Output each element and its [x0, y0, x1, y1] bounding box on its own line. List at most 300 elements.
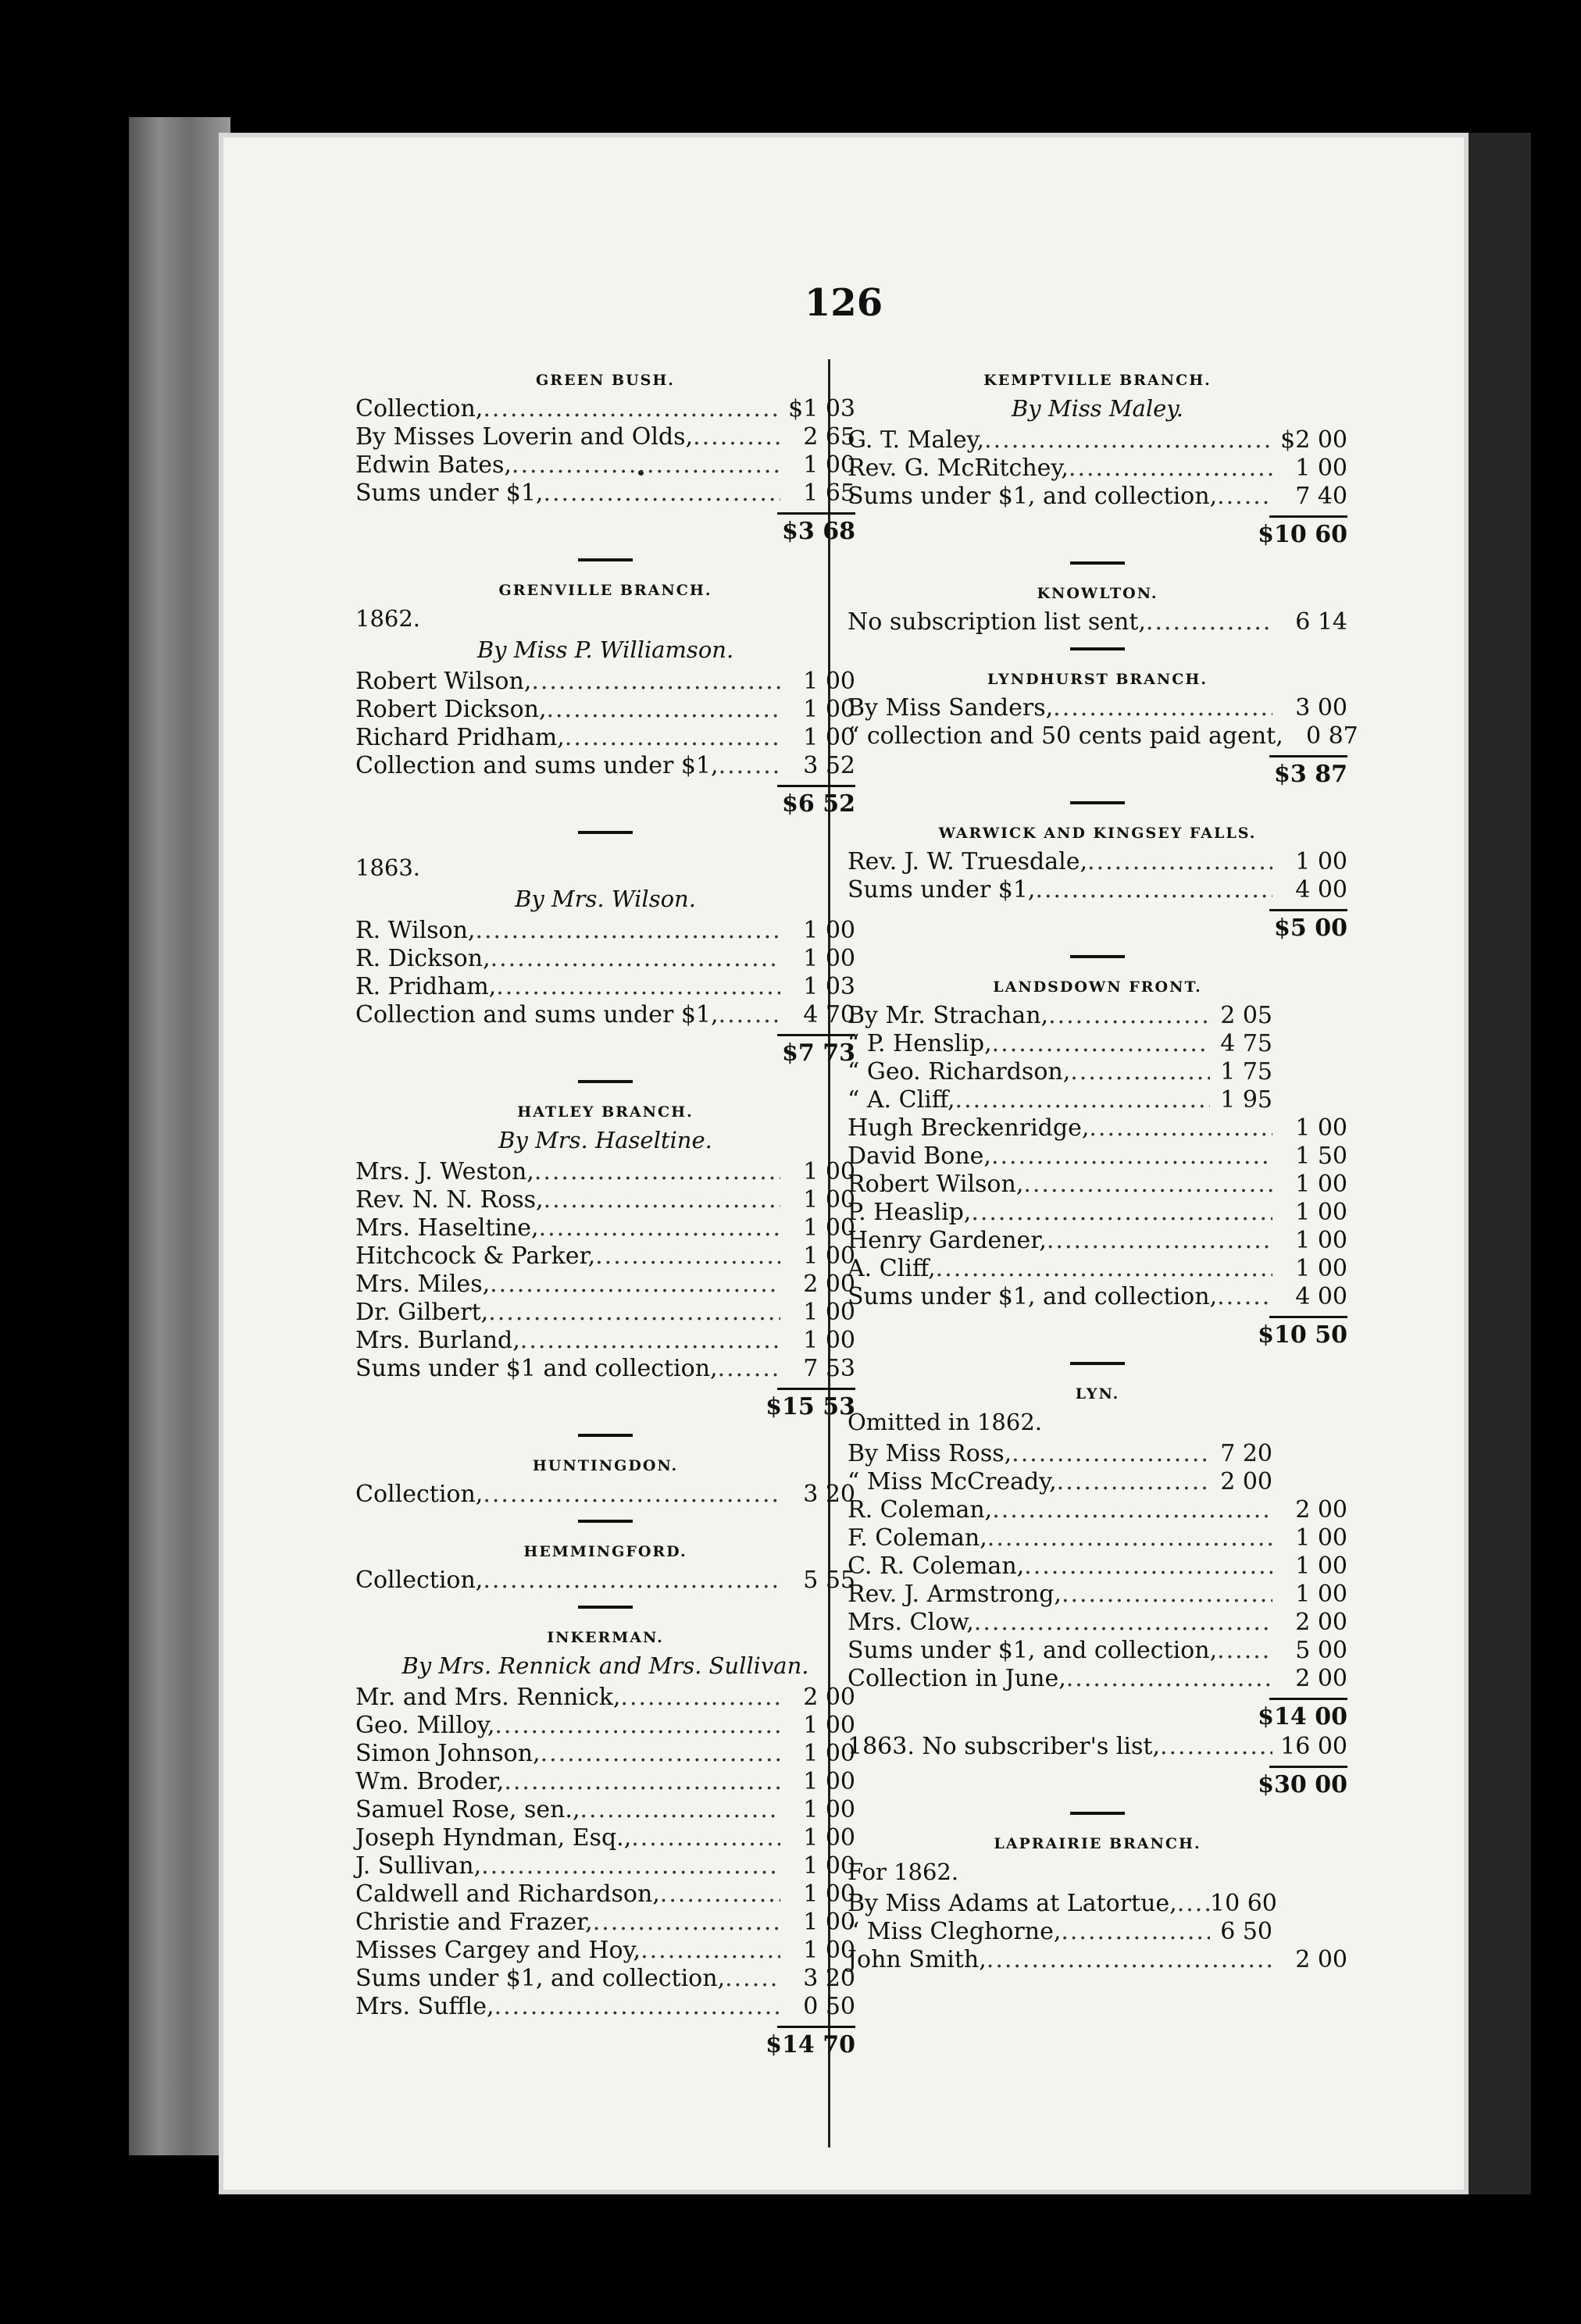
ledger-row	[848, 1227, 1347, 1255]
entry-name: Joseph Hyndman, Esq.,	[355, 1824, 632, 1852]
ledger-row	[848, 876, 1347, 904]
leader-dots	[987, 1946, 1272, 1974]
leader-dots	[660, 1880, 780, 1909]
entry-name: Robert Wilson,	[355, 668, 532, 695]
entry-amount: 2 00	[1220, 1468, 1272, 1495]
entry-amount: 1 95	[1220, 1086, 1272, 1114]
ledger-row	[848, 1002, 1347, 1030]
ledger-row	[848, 608, 1347, 636]
ledger-row	[355, 1001, 855, 1029]
ledger-row	[355, 668, 855, 696]
entry-amount: 5 55	[803, 1567, 855, 1594]
total-rule	[1269, 515, 1347, 518]
section	[355, 1629, 855, 2061]
leader-dots	[504, 1768, 780, 1796]
leader-dots	[1048, 1002, 1210, 1030]
entry-name: Hitchcock & Parker,	[355, 1242, 596, 1270]
entry-amount: 1 75	[1220, 1058, 1272, 1085]
entry-name: A. Cliff,	[848, 1255, 936, 1282]
leader-dots	[1066, 1665, 1272, 1693]
leader-dots	[1089, 1114, 1272, 1142]
leader-dots	[992, 1030, 1210, 1058]
leader-dots	[641, 1937, 780, 1965]
leader-dots	[693, 423, 780, 451]
section-heading: WARWICK AND KINGSEY FALLS.	[938, 825, 1257, 842]
leader-dots	[512, 451, 780, 479]
leader-dots	[543, 479, 780, 508]
leader-dots	[974, 1609, 1272, 1637]
total-rule	[777, 2026, 855, 2028]
leader-dots	[1053, 694, 1272, 722]
entry-name: Mrs. Miles,	[355, 1271, 491, 1298]
entry-amount: 1 00	[803, 1852, 855, 1880]
section-heading: LYN.	[1075, 1385, 1120, 1403]
entry-name: David Bone,	[848, 1142, 991, 1170]
ledger-row	[355, 1299, 855, 1327]
entry-amount: 2 00	[1295, 1946, 1347, 1973]
entry-name: Rev. J. Armstrong,	[848, 1581, 1062, 1608]
entry-amount: 4 00	[1295, 876, 1347, 904]
ledger-row	[355, 917, 855, 945]
entry-amount: 1 00	[803, 1299, 855, 1326]
entry-amount: 1 00	[1295, 1524, 1347, 1552]
section-total: $10 50	[1258, 1321, 1347, 1349]
section-separator	[1070, 1362, 1125, 1365]
entry-name: G. T. Maley,	[848, 426, 985, 454]
section-year: 1862.	[355, 605, 421, 632]
entry-amount: 7 53	[803, 1355, 855, 1382]
leader-dots	[534, 1158, 780, 1186]
leader-dots	[494, 1712, 780, 1740]
ledger-row	[848, 1440, 1347, 1468]
section-heading: HEMMINGFORD.	[523, 1543, 687, 1560]
entry-name: Geo. Milloy,	[355, 1712, 495, 1739]
entry-amount: 1 00	[803, 1214, 855, 1242]
entry-name: Collection in June,	[848, 1665, 1066, 1692]
entry-name: “ Miss Cleghorne,	[848, 1918, 1062, 1945]
total-rule	[777, 1034, 855, 1036]
entry-name: R. Wilson,	[355, 917, 476, 944]
leader-dots	[1069, 454, 1272, 483]
entry-name: Collection,	[355, 1567, 484, 1594]
leader-dots	[1070, 1058, 1210, 1086]
entry-name: John Smith,	[848, 1946, 987, 1973]
ledger-row	[848, 426, 1347, 454]
entry-amount: 2 65	[803, 423, 855, 451]
ledger-row	[848, 1030, 1347, 1058]
ledger-row	[848, 1665, 1347, 1693]
ledger-row	[848, 722, 1358, 750]
leader-dots	[1087, 848, 1272, 876]
collector-name: By Miss Maley.	[1011, 395, 1184, 422]
ledger-row	[848, 1552, 1347, 1581]
section-heading: LAPRAIRIE BRANCH.	[994, 1835, 1201, 1852]
entry-name: Mrs. Suffle,	[355, 1993, 494, 2020]
leader-dots	[631, 1824, 780, 1852]
section-heading: LANDSDOWN FRONT.	[993, 978, 1202, 996]
entry-amount: 1 65	[803, 479, 855, 507]
section-separator	[578, 558, 633, 561]
leader-dots	[936, 1255, 1272, 1283]
total-rule	[777, 1388, 855, 1390]
entry-amount: 1 50	[1295, 1142, 1347, 1170]
ledger-row	[355, 1880, 855, 1909]
section-total: $7 73	[782, 1039, 855, 1067]
entry-name: J. Sullivan,	[355, 1852, 482, 1880]
section	[355, 1457, 855, 1523]
ledger-row	[848, 483, 1347, 511]
entry-name: Collection and sums under $1,	[355, 1001, 719, 1028]
ledger-row	[355, 1355, 855, 1383]
ledger-row	[355, 1965, 855, 1993]
entry-name: Collection and sums under $1,	[355, 752, 719, 779]
ledger-row	[355, 1481, 855, 1509]
leader-dots	[475, 917, 780, 945]
entry-name: R. Dickson,	[355, 945, 491, 972]
entry-name: C. R. Coleman,	[848, 1552, 1025, 1580]
collector-name: By Miss P. Williamson.	[476, 636, 734, 663]
leader-dots	[531, 668, 780, 696]
ledger-row	[848, 694, 1347, 722]
entry-amount: 1 00	[803, 668, 855, 695]
section	[848, 1385, 1347, 1815]
leader-dots	[719, 1001, 780, 1029]
entry-name: Dr. Gilbert,	[355, 1299, 489, 1326]
entry-amount: 6 14	[1295, 608, 1347, 636]
ledger-row	[355, 724, 855, 752]
section-separator	[1070, 1812, 1125, 1815]
entry-amount: 1 00	[803, 696, 855, 723]
section-year: For 1862.	[848, 1859, 959, 1885]
entry-amount: 7 20	[1220, 1440, 1272, 1467]
leader-dots	[1061, 1918, 1210, 1946]
leader-dots	[595, 1242, 780, 1271]
entry-amount: 1 00	[803, 1712, 855, 1739]
total-rule	[1269, 909, 1347, 911]
section	[848, 585, 1347, 651]
section-total: $3 68	[782, 518, 855, 545]
leader-dots	[483, 1481, 780, 1509]
section-separator	[578, 831, 633, 834]
entry-name: By Miss Ross,	[848, 1440, 1012, 1467]
section-heading: GREEN BUSH.	[536, 372, 675, 389]
leader-dots	[1062, 1581, 1272, 1609]
leader-dots	[491, 945, 780, 973]
entry-name: By Mr. Strachan,	[848, 1002, 1049, 1029]
entry-name: By Misses Loverin and Olds,	[355, 423, 694, 451]
section-heading: KEMPTVILLE BRANCH.	[983, 372, 1212, 389]
entry-amount: 1 00	[1295, 1114, 1347, 1142]
section	[355, 854, 855, 1083]
ledger-row	[355, 752, 855, 780]
section	[355, 1103, 855, 1437]
ledger-row	[848, 848, 1347, 876]
entry-amount: 1 00	[803, 917, 855, 944]
leader-dots	[992, 1496, 1272, 1524]
leader-dots	[520, 1327, 780, 1355]
section-total: $5 00	[1274, 914, 1347, 942]
leader-dots	[496, 973, 780, 1001]
ledger-row	[355, 479, 855, 508]
entry-amount: 1 00	[803, 1796, 855, 1823]
section-total: $14 00	[1258, 1703, 1347, 1731]
leader-dots	[490, 1271, 780, 1299]
entry-name: “ A. Cliff,	[848, 1086, 955, 1114]
leader-dots	[1057, 1468, 1210, 1496]
leader-dots	[539, 1214, 780, 1242]
section-separator	[1070, 647, 1125, 651]
entry-name: “ Miss McCready,	[848, 1468, 1057, 1495]
section-year: Omitted in 1862.	[848, 1409, 1042, 1435]
entry-name: Simon Johnson,	[355, 1740, 541, 1767]
section-total: $15 53	[766, 1393, 855, 1420]
leader-dots	[1146, 608, 1272, 636]
entry-amount: 1 00	[1295, 848, 1347, 875]
entry-amount: 3 52	[803, 752, 855, 779]
leader-dots	[494, 1993, 780, 2021]
leader-dots	[481, 1852, 780, 1880]
section	[848, 671, 1358, 804]
entry-amount: 7 40	[1295, 483, 1347, 510]
entry-name: Rev. N. N. Ross,	[355, 1186, 544, 1214]
facing-page-shadow	[1469, 133, 1531, 2194]
entry-amount: 1 00	[803, 1768, 855, 1795]
ledger-row	[355, 696, 855, 724]
section-separator	[1070, 561, 1125, 565]
section-total: $14 70	[766, 2031, 855, 2058]
total-rule	[1269, 1766, 1347, 1768]
entry-amount: 1 00	[1295, 454, 1347, 482]
entry-name: “ collection and 50 cents paid agent,	[848, 722, 1283, 750]
entry-amount: 1 00	[1295, 1199, 1347, 1226]
leader-dots	[719, 752, 780, 780]
entry-amount: 1 00	[803, 1824, 855, 1852]
section-total: $3 87	[1274, 761, 1347, 788]
entry-amount: 1 00	[1295, 1581, 1347, 1608]
total-rule	[777, 512, 855, 515]
ledger-row	[355, 1768, 855, 1796]
section-heading: INKERMAN.	[547, 1629, 664, 1646]
collector-name: By Mrs. Rennick and Mrs. Sullivan.	[401, 1652, 809, 1679]
entry-name: Rev. G. McRitchey,	[848, 454, 1069, 482]
entry-name: R. Pridham,	[355, 973, 497, 1000]
ledger-row	[848, 1496, 1347, 1524]
left-column	[355, 367, 855, 2081]
leader-dots	[1035, 876, 1272, 904]
section-heading: GRENVILLE BRANCH.	[498, 582, 712, 599]
leader-dots	[1012, 1440, 1210, 1468]
total-rule	[1269, 755, 1347, 757]
ledger-row	[848, 1637, 1347, 1665]
ledger-row	[355, 395, 855, 423]
ledger-row	[355, 1852, 855, 1880]
entry-amount: 1 00	[803, 1909, 855, 1936]
entry-amount: 1 00	[803, 1740, 855, 1767]
leader-dots	[1160, 1733, 1272, 1761]
ledger-row	[355, 1158, 855, 1186]
section	[848, 372, 1347, 565]
section-separator	[578, 1606, 633, 1609]
ledger-row	[355, 1684, 855, 1712]
entry-name: Mrs. Burland,	[355, 1327, 520, 1354]
entry-amount: 1 00	[803, 1158, 855, 1185]
entry-name: Samuel Rose, sen.,	[355, 1796, 580, 1823]
section	[355, 1543, 855, 1609]
ledger-row	[848, 1086, 1347, 1114]
entry-name: Robert Dickson,	[355, 696, 547, 723]
entry-name: Sums under $1, and collection,	[355, 1965, 726, 1992]
section	[355, 372, 855, 561]
entry-name: Wm. Broder,	[355, 1768, 505, 1795]
entry-name: P. Heaslip,	[848, 1199, 972, 1226]
section-separator	[578, 1520, 633, 1523]
ledger-row	[848, 1468, 1347, 1496]
entry-amount: 1 00	[803, 1880, 855, 1908]
entry-amount: 1 00	[803, 945, 855, 972]
entry-amount: 6 50	[1220, 1918, 1272, 1945]
ledger-row	[355, 1242, 855, 1271]
entry-name: Collection,	[355, 1481, 484, 1508]
ledger-row	[848, 1058, 1347, 1086]
grand-total: $30 00	[1258, 1771, 1347, 1798]
entry-amount: 1 00	[1295, 1227, 1347, 1254]
section	[848, 978, 1347, 1365]
book-page-edges	[129, 117, 230, 2155]
total-rule	[777, 785, 855, 787]
ledger-row	[355, 1271, 855, 1299]
entry-name: Sums under $1,	[355, 479, 544, 507]
ledger-row	[848, 1609, 1347, 1637]
ledger-row	[848, 1171, 1347, 1199]
ledger-row	[355, 1993, 855, 2021]
entry-name: Robert Wilson,	[848, 1171, 1024, 1198]
leader-dots	[1217, 1283, 1272, 1311]
entry-amount: 5 00	[1295, 1637, 1347, 1664]
entry-name: Caldwell and Richardson,	[355, 1880, 660, 1908]
ledger-row	[355, 973, 855, 1001]
ledger-row	[355, 1327, 855, 1355]
entry-amount: 3 00	[1295, 694, 1347, 722]
entry-amount: 16 00	[1280, 1733, 1347, 1760]
entry-name: Mrs. Clow,	[848, 1609, 974, 1636]
book-page	[219, 133, 1469, 2194]
collector-name: By Mrs. Wilson.	[515, 886, 696, 912]
section-separator	[578, 1080, 633, 1083]
entry-name: Sums under $1,	[848, 876, 1036, 904]
entry-amount: 1 00	[803, 1242, 855, 1270]
entry-amount: 1 00	[1295, 1255, 1347, 1282]
entry-amount: $1 03	[788, 395, 855, 422]
leader-dots	[984, 426, 1272, 454]
entry-amount: 2 05	[1220, 1002, 1272, 1029]
entry-name: Henry Gardener,	[848, 1227, 1047, 1254]
entry-amount: 10 60	[1210, 1890, 1277, 1917]
ledger-row	[848, 454, 1347, 483]
section-year: 1863.	[355, 854, 421, 881]
section-total: $10 60	[1258, 521, 1347, 548]
entry-name: By Miss Adams at Latortue,	[848, 1890, 1177, 1917]
entry-name: No subscription list sent,	[848, 608, 1146, 636]
ledger-row	[355, 945, 855, 973]
leader-dots	[565, 724, 780, 752]
leader-dots	[580, 1796, 780, 1824]
entry-amount: 1 00	[1295, 1171, 1347, 1198]
entry-name: Richard Pridham,	[355, 724, 565, 751]
entry-name: R. Coleman,	[848, 1496, 993, 1524]
section	[848, 825, 1347, 958]
ledger-row	[355, 1796, 855, 1824]
entry-amount: 1 00	[803, 1937, 855, 1964]
entry-amount: 4 00	[1295, 1283, 1347, 1310]
entry-name: Edwin Bates,	[355, 451, 512, 479]
ledger-row	[848, 1581, 1347, 1609]
ledger-row	[848, 1524, 1347, 1552]
ledger-row	[355, 451, 855, 479]
entry-amount: 1 03	[803, 973, 855, 1000]
page-number: 126	[804, 281, 883, 325]
section	[355, 582, 855, 834]
ledger-row	[355, 423, 855, 451]
leader-dots	[620, 1684, 780, 1712]
leader-dots	[1177, 1890, 1210, 1918]
leader-dots	[1023, 1171, 1272, 1199]
entry-name: Sums under $1, and collection,	[848, 1283, 1218, 1310]
leader-dots	[1217, 483, 1272, 511]
leader-dots	[541, 1740, 780, 1768]
entry-amount: 0 50	[803, 1993, 855, 2020]
ledger-row	[848, 1142, 1347, 1171]
entry-name: Mrs. J. Weston,	[355, 1158, 534, 1185]
entry-amount: 2 00	[803, 1271, 855, 1298]
collector-name: By Mrs. Haseltine.	[498, 1127, 712, 1153]
ledger-row	[848, 1283, 1347, 1311]
ledger-row	[848, 1255, 1347, 1283]
leader-dots	[1217, 1637, 1272, 1665]
leader-dots	[1047, 1227, 1272, 1255]
entry-amount: 2 00	[803, 1684, 855, 1711]
leader-dots	[971, 1199, 1272, 1227]
entry-amount: 3 20	[803, 1965, 855, 1992]
ledger-row	[355, 1214, 855, 1242]
entry-name: F. Coleman,	[848, 1524, 987, 1552]
entry-name: By Miss Sanders,	[848, 694, 1054, 722]
leader-dots	[544, 1186, 780, 1214]
section	[848, 1835, 1347, 1974]
entry-amount: 1 00	[803, 724, 855, 751]
ledger-row	[848, 1199, 1347, 1227]
section-heading: KNOWLTON.	[1037, 585, 1158, 602]
ledger-row	[848, 1946, 1347, 1974]
ledger-row	[355, 1567, 855, 1595]
right-column	[848, 367, 1358, 1994]
entry-name: Hugh Breckenridge,	[848, 1114, 1090, 1142]
leader-dots	[1024, 1552, 1272, 1581]
section-separator	[1070, 801, 1125, 804]
ledger-row	[848, 1733, 1347, 1761]
entry-name: Christie and Frazer,	[355, 1909, 593, 1936]
entry-name: Rev. J. W. Truesdale,	[848, 848, 1088, 875]
total-rule	[1269, 1698, 1347, 1700]
entry-amount: 1 00	[803, 1186, 855, 1214]
section-total: $6 52	[782, 790, 855, 818]
entry-amount: 1 00	[803, 1327, 855, 1354]
ledger-row	[355, 1937, 855, 1965]
entry-name: Sums under $1, and collection,	[848, 483, 1218, 510]
ledger-row	[355, 1824, 855, 1852]
leader-dots	[593, 1909, 780, 1937]
entry-name: Sums under $1 and collection,	[355, 1355, 718, 1382]
leader-dots	[546, 696, 780, 724]
